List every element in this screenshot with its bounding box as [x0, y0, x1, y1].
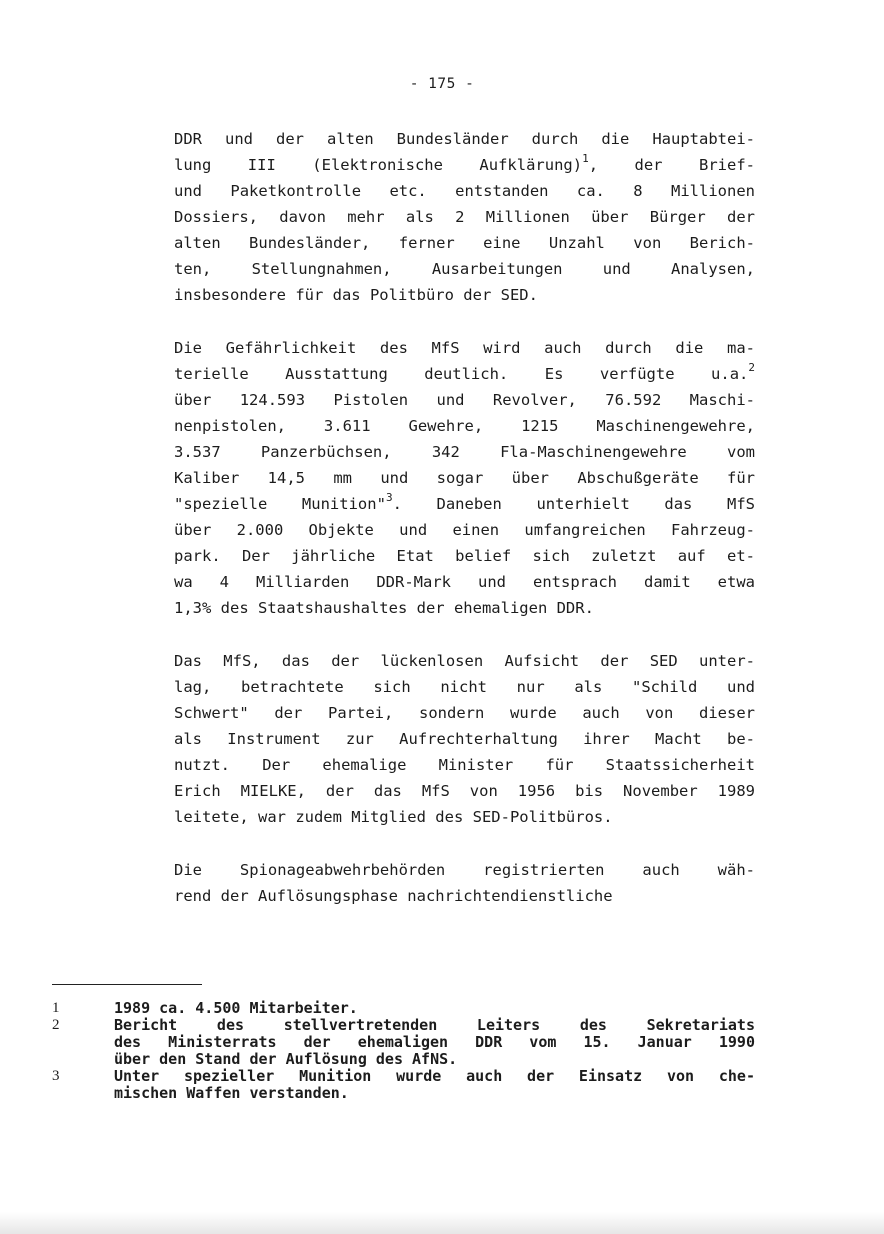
footnote-line: des Ministerrats der ehemaligen DDR vom 15. Januar 1990 [114, 1033, 755, 1051]
text-line: Erich MIELKE, der das MfS von 1956 bis November 1989 [174, 782, 755, 800]
text-line: nenpistolen, 3.611 Gewehre, 1215 Maschinengewehre, [174, 417, 755, 435]
footnote-line: mischen Waffen verstanden. [114, 1084, 349, 1102]
text-line: park. Der jährliche Etat belief sich zuletzt auf et- [174, 547, 755, 565]
text-line: lung III (Elektronische Aufklärung)$^1$, der Brief- [174, 151, 755, 174]
paragraph [174, 857, 755, 909]
text-line: Das MfS, das der lückenlosen Aufsicht der SED unter- [174, 652, 755, 670]
footnote [52, 1068, 755, 1102]
text-line: über 2.000 Objekte und einen umfangreichen Fahrzeug- [174, 521, 755, 539]
text-line: Die Gefährlichkeit des MfS wird auch durch die ma- [174, 339, 755, 357]
paragraph [174, 126, 755, 308]
text-line: DDR und der alten Bundesländer durch die Hauptabtei- [174, 130, 755, 148]
text-line: insbesondere für das Politbüro der SED. [174, 286, 538, 304]
text-line: ten, Stellungnahmen, Ausarbeitungen und Analysen, [174, 260, 755, 278]
text-line: lag, betrachtete sich nicht nur als "Schild und [174, 678, 755, 696]
footnote-line: Unter spezieller Munition wurde auch der Einsatz von che- [114, 1067, 755, 1085]
scan-shadow [0, 1212, 884, 1234]
text-line: wa 4 Milliarden DDR-Mark und entsprach damit etwa [174, 573, 755, 591]
text-line: Dossiers, davon mehr als 2 Millionen über Bürger der [174, 208, 755, 226]
footnote-reference: 2 [748, 360, 755, 374]
paragraph [174, 335, 755, 621]
text-line: terielle Ausstattung deutlich. Es verfügte u.a.$^2$ [174, 360, 755, 383]
footnote-separator [52, 984, 202, 985]
footnote-number: 2 [52, 1017, 60, 1033]
footnote-line: 1989 ca. 4.500 Mitarbeiter. [114, 999, 358, 1017]
footnote-line: über den Stand der Auflösung des AfNS. [114, 1050, 458, 1068]
text-line: rend der Auflösungsphase nachrichtendienstliche [174, 887, 613, 905]
text-line: Kaliber 14,5 mm und sogar über Abschußgeräte für [174, 469, 755, 487]
footnote-reference: 1 [582, 151, 589, 165]
page-number: - 175 - [409, 76, 475, 92]
footnotes [52, 1000, 755, 1102]
footnote-number: 3 [52, 1068, 60, 1084]
text-line: und Paketkontrolle etc. entstanden ca. 8 Millionen [174, 182, 755, 200]
footnote-reference: 3 [385, 490, 393, 504]
text-line: 3.537 Panzerbüchsen, 342 Fla-Maschinengewehre vom [174, 443, 755, 461]
text-line: leitete, war zudem Mitglied des SED-Politbüros. [174, 808, 613, 826]
body-text [174, 126, 755, 936]
text-line: Die Spionageabwehrbehörden registrierten auch wäh- [174, 861, 755, 879]
paragraph [174, 648, 755, 830]
footnote [52, 1000, 755, 1017]
text-line: alten Bundesländer, ferner eine Unzahl von Berich- [174, 234, 755, 252]
text-line: 1,3% des Staatshaushaltes der ehemaligen DDR. [174, 599, 594, 617]
text-line: "spezielle Munition"$^3$. Daneben unterhielt das MfS [174, 490, 756, 513]
footnote-line: Bericht des stellvertretenden Leiters des Sekretariats [114, 1016, 755, 1034]
text-line: nutzt. Der ehemalige Minister für Staatssicherheit [174, 756, 755, 774]
footnote [52, 1017, 755, 1068]
footnote-number: 1 [52, 1000, 60, 1016]
text-line: über 124.593 Pistolen und Revolver, 76.592 Maschi- [174, 391, 755, 409]
text-line: als Instrument zur Aufrechterhaltung ihrer Macht be- [174, 730, 755, 748]
text-line: Schwert" der Partei, sondern wurde auch von dieser [174, 704, 755, 722]
